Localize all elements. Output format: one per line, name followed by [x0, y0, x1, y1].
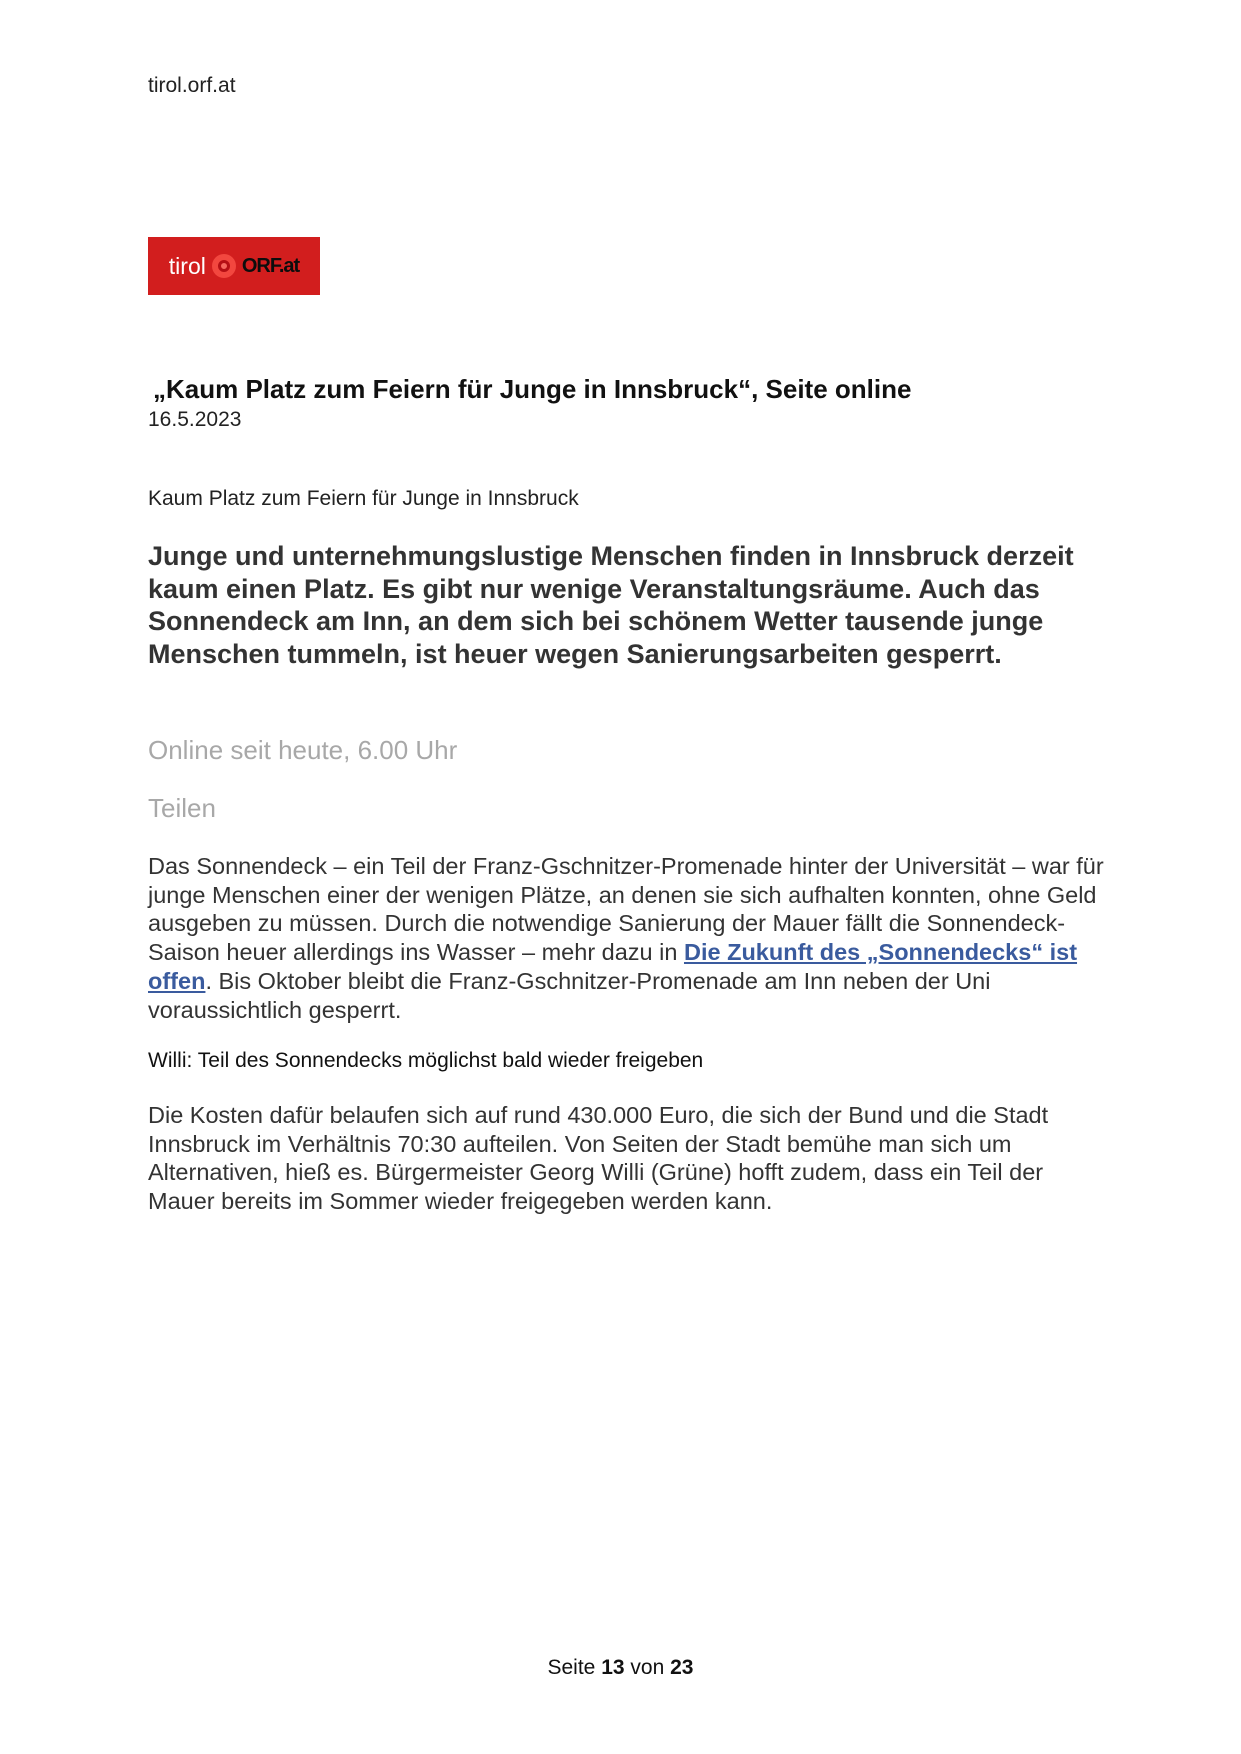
source-url: tirol.orf.at: [148, 74, 236, 97]
article-subheading: Willi: Teil des Sonnendecks möglichst bald wieder freigeben: [148, 1049, 704, 1072]
footer-of-word: von: [630, 1656, 665, 1679]
logo-orf-text: ORF.at: [241, 254, 300, 277]
article-lead: Junge und unternehmungslustige Menschen finden in Innsbruck derzeit kaum einen Platz. Es gibt nur wenige Veranstaltungsräume. Auch das Sonnendeck am Inn, an dem sich bei schönem Wetter tausende junge Menschen tummeln, ist heuer wegen Sanierungsarbeiten gesperrt.: [148, 541, 1074, 669]
article-timestamp: Online seit heute, 6.00 Uhr: [148, 735, 458, 765]
article-paragraph-2: Die Kosten dafür belaufen sich auf rund 430.000 Euro, die sich der Bund und die Stadt Innsbruck im Verhältnis 70:30 aufteilen. Von Seiten der Stadt bemühe man sich um Alternativen, hieß es. Bürgermeister Georg Willi (Grüne) hofft zudem, dass ein Teil der Mauer bereits im Sommer wieder freigegeben werden kann.: [148, 1102, 1049, 1215]
paragraph-1-text: Das Sonnendeck – ein Teil der Franz-Gschnitzer-Promenade hinter der Universität – war für junge Menschen einer der wenigen Plätze, an denen sie sich aufhalten konnten, ohne Geld ausgeben zu müssen. Durch die notwendige Sanierung der Mauer fällt die Sonnendeck-Saison heuer allerdings ins Wasser – mehr dazu in: [148, 853, 1104, 966]
page-footer: [0, 1656, 1241, 1680]
share-link[interactable]: Teilen: [148, 793, 216, 823]
footer-current-page: 13: [601, 1656, 625, 1679]
footer-page-word: Seite: [547, 1656, 596, 1679]
tirol-orf-logo: [148, 237, 320, 295]
article-kicker: Kaum Platz zum Feiern für Junge in Innsbruck: [148, 487, 579, 510]
paragraph-1-text-end: . Bis Oktober bleibt die Franz-Gschnitzer-Promenade am Inn neben der Uni voraussichtlich gesperrt.: [148, 967, 991, 1023]
footer-total-pages: 23: [670, 1656, 694, 1679]
logo-tirol-text: tirol: [168, 252, 206, 279]
related-article-link[interactable]: Die Zukunft des „Sonnendecks“ ist offen: [148, 939, 1078, 994]
orf-eye-icon: [212, 254, 236, 278]
document-date: 16.5.2023: [148, 408, 242, 431]
article-paragraph-1: [148, 852, 1108, 1024]
document-title: „Kaum Platz zum Feiern für Junge in Innsbruck“, Seite online: [153, 374, 912, 404]
